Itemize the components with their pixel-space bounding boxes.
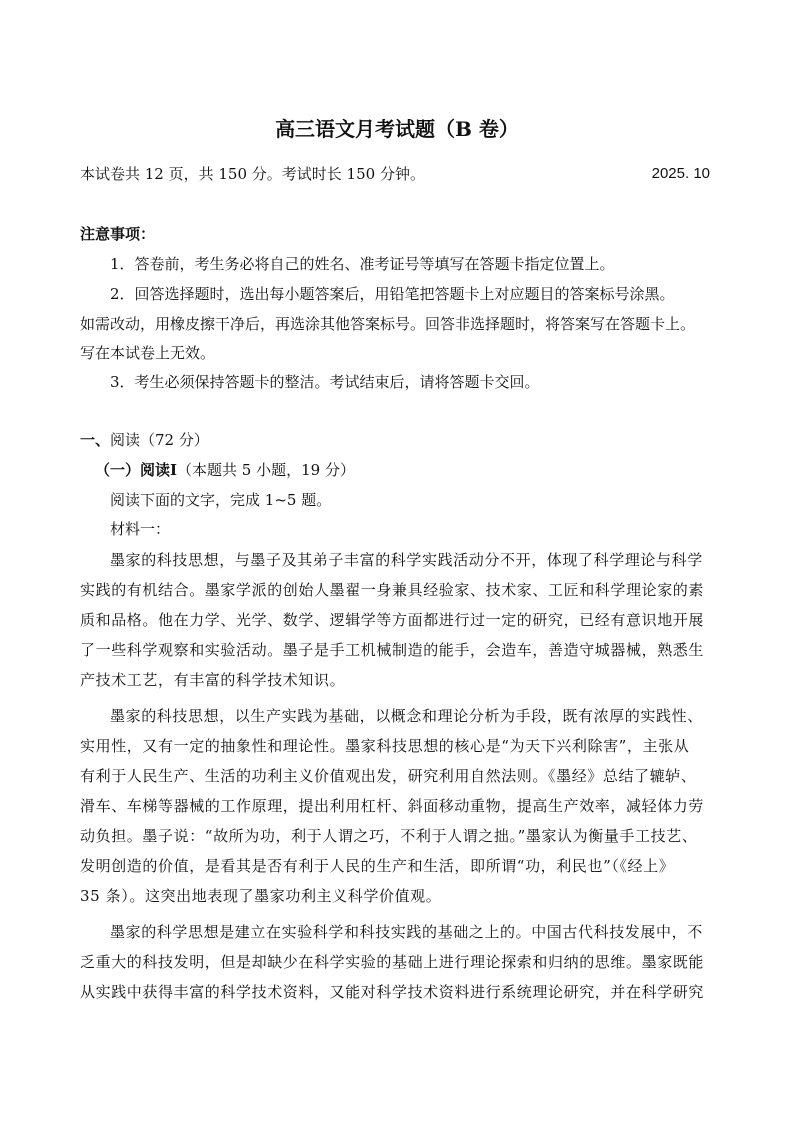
subsection-info: （本题共 5 小题，19 分） xyxy=(177,461,355,479)
passage-line: 滑车、车梯等器械的工作原理，提出利用杠杆、斜面移动重物，提高生产效率，减轻体力劳 xyxy=(80,797,705,815)
note-item-2: 2．回答选择题时，选出每小题答案后，用铅笔把答题卡上对应题目的答案标号涂黑。 xyxy=(110,285,675,303)
passage-line: 墨家的科技思想，以生产实践为基础，以概念和理论分析为手段，既有浓厚的实践性、 xyxy=(110,707,703,725)
passage-line: 35 条）。这突出地表现了墨家功利主义科学价值观。 xyxy=(80,887,442,905)
subsection-title: （一）阅读Ⅰ xyxy=(95,461,178,479)
section-number: 一、 xyxy=(80,431,111,449)
notes-heading: 注意事项： xyxy=(80,225,156,243)
passage-line: 发明创造的价值，是看其是否有利于人民的生产和生活，即所谓“功，利民也”（《经上》 xyxy=(80,857,675,875)
note-item-2-end: 写在本试卷上无效。 xyxy=(80,344,216,362)
exam-meta xyxy=(80,164,720,184)
section-title: 阅读（72 分） xyxy=(110,431,209,449)
section-heading xyxy=(80,430,720,450)
exam-date: 2025. 10 xyxy=(651,165,710,182)
passage-line: 了一些科学观察和实验活动。墨子是手工机械制造的能手，会造车，善造守城器械，熟悉生 xyxy=(80,641,705,659)
passage-line: 墨家的科学思想是建立在实验科学和科技实践的基础之上的。中国古代科技发展中，不 xyxy=(110,923,703,941)
reading-instruction: 阅读下面的文字，完成 1~5 题。 xyxy=(110,491,332,509)
passage-line: 实用性，又有一定的抽象性和理论性。墨家科技思想的核心是“为天下兴利除害”，主张从 xyxy=(80,737,690,755)
passage-line: 产技术工艺，有丰富的科学技术知识。 xyxy=(80,671,346,689)
passage-line: 实践的有机结合。墨家学派的创始人墨翟一身兼具经验家、技术家、工匠和科学理论家的素 xyxy=(80,581,705,599)
passage-line: 动负担。墨子说：“故所为功，利于人谓之巧，不利于人谓之拙。”墨家认为衡量手工技艺、 xyxy=(80,827,698,845)
passage-line: 乏重大的科技发明，但是却缺少在科学实验的基础上进行理论探索和归纳的思维。墨家既能 xyxy=(80,953,705,971)
material-label: 材料一： xyxy=(110,520,171,538)
note-item-2-cont: 如需改动，用橡皮擦干净后，再选涂其他答案标号。回答非选择题时，将答案写在答题卡上。 xyxy=(80,315,696,333)
passage-line: 有利于人民生产、生活的功利主义价值观出发，研究利用自然法则。《墨经》总结了辘轳、 xyxy=(80,767,697,785)
note-item-1: 1．答卷前，考生务必将自己的姓名、准考证号等填写在答题卡指定位置上。 xyxy=(110,255,615,273)
exam-title: 高三语文月考试题（B 卷） xyxy=(275,117,519,141)
note-item-3: 3．考生必须保持答题卡的整洁。考试结束后，请将答题卡交回。 xyxy=(110,373,540,391)
exam-info: 本试卷共 12 页，共 150 分。考试时长 150 分钟。 xyxy=(80,165,425,183)
subsection-heading xyxy=(95,460,735,480)
passage-line: 墨家的科技思想，与墨子及其弟子丰富的科学实践活动分不开，体现了科学理论与科学 xyxy=(110,551,703,569)
passage-line: 质和品格。他在力学、光学、数学、逻辑学等方面都进行过一定的研究，已经有意识地开展 xyxy=(80,611,705,629)
passage-line: 从实践中获得丰富的科学技术资料，又能对科学技术资料进行系统理论研究，并在科学研究 xyxy=(80,983,705,1001)
